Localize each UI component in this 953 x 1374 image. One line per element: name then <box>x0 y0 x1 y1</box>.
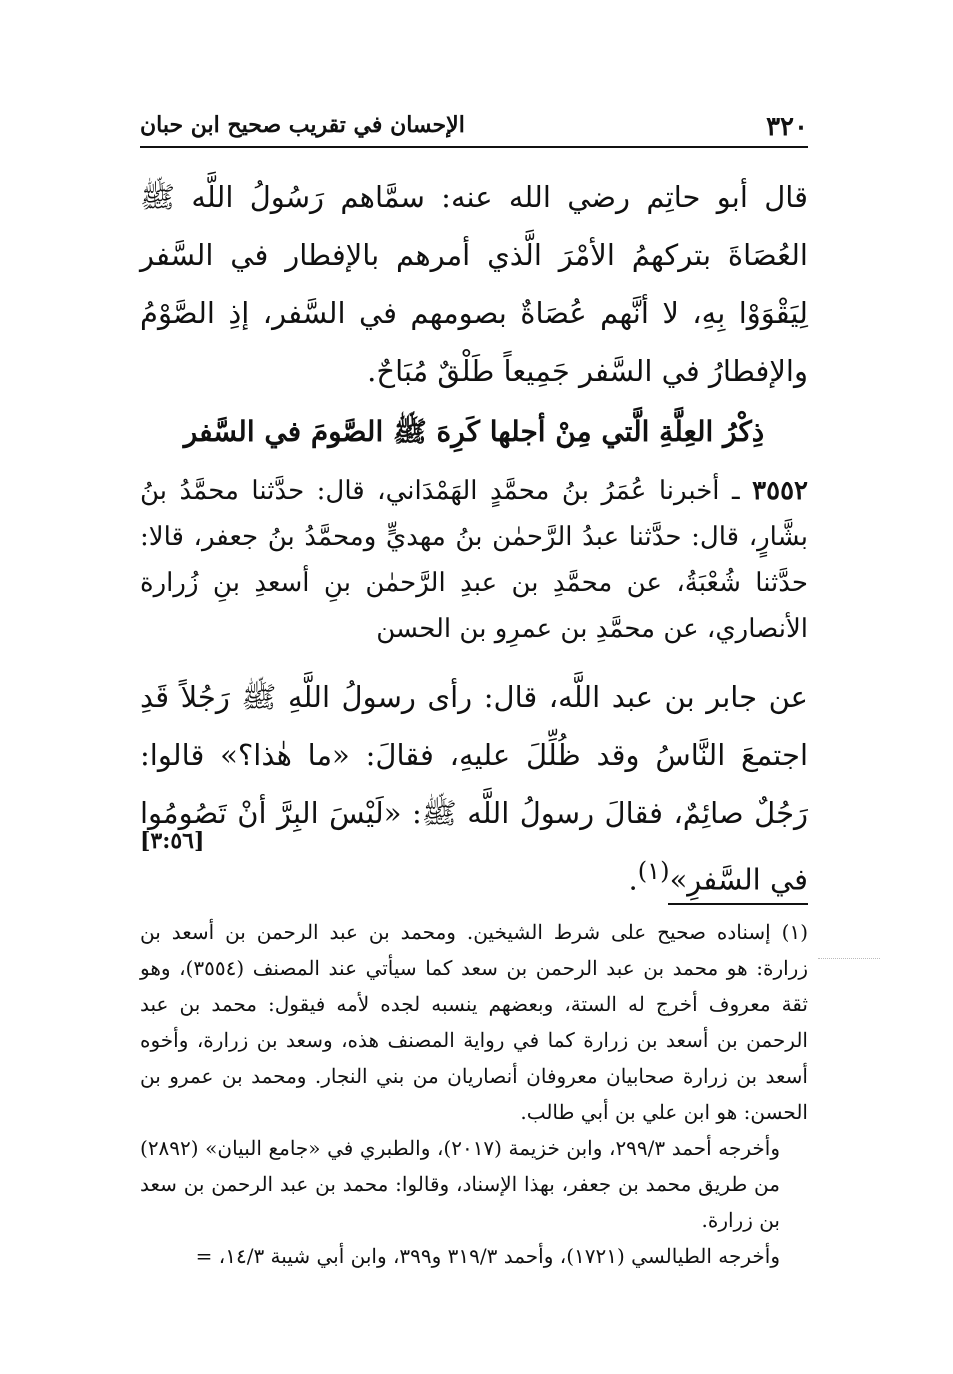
footnote-rule <box>668 903 808 905</box>
footnote-continuation: وأخرجه أحمد ٢٩٩/٣، وابن خزيمة (٢٠١٧)، والطبري في «جامع البيان» (٢٨٩٢) من طريق محمد بن جعفر، بهذا الإسناد، وقالوا: محمد بن عبد الرحمن بن سعد بن زرارة. <box>140 1136 780 1232</box>
page-number: ٣٢٠ <box>766 112 808 142</box>
matn-text: عن جابر بن عبد اللَّه، قال: رأى رسولُ اللَّهِ ﷺ رَجُلاً قَدِ اجتمعَ النَّاسُ وقد ظُلِّلَ عليهِ، فقالَ: «ما هٰذا؟» قالوا: رَجُلٌ صائِمٌ، فقالَ رسولُ اللَّه ﷺ: «لَيْسَ البِرَّ أنْ تَصُومُوا في السَّفرِ» <box>140 680 808 897</box>
section-heading: ذِكْرُ العِلَّةِ الَّتي مِنْ أجلها كَرِهَ ﷺ الصَّومَ في السَّفر <box>183 415 765 448</box>
header-rule <box>140 146 808 148</box>
margin-mark <box>818 958 880 959</box>
running-title: الإحسان في تقريب صحيح ابن حبان <box>140 112 465 138</box>
hadith-reference: [٣:٥٦] <box>140 828 205 854</box>
isnad-text: ـ أخبرنا عُمَرُ بنُ محمَّدٍ الهَمْدَاني، قال: حدَّثنا محمَّدُ بنُ بشَّارٍ، قال: حدَّثنا عبدُ الرَّحمٰن بنُ مهديٍّ ومحمَّدُ بنُ جعفر، قالا: حدَّثنا شُعْبَةُ، عن محمَّدِ بن عبدِ الرَّحمٰن بنِ أسعدِ بنِ زُرارة الأنصاري، عن محمَّدِ بن عمرِو بن الحسن <box>140 476 808 644</box>
page-header <box>140 106 808 146</box>
footnotes <box>140 914 808 1274</box>
hadith-isnad <box>140 468 808 652</box>
footnote-1: (١) إسناده صحيح على شرط الشيخين. ومحمد بن عبد الرحمن بن أسعد بن زرارة: هو محمد بن عبد الرحمن بن سعد كما سيأتي عند المصنف (٣٥٥٤)، وهو ثقة معروف أخرج له الستة، وبعضهم ينسبه لجده لأمه فيقول: محمد بن عبد الرحمن بن أسعد بن زرارة كما في رواية المصنف هذه، وسعد بن زرارة، وأخوه أسعد بن زرارة صحابيان معروفان أنصاريان من بني النجار. ومحمد بن عمرو بن الحسن: هو ابن علي بن أبي طالب. <box>140 920 808 1124</box>
hadith-matn: عن جابر بن عبد اللَّه، قال: رأى رسولُ اللَّهِ ﷺ رَجُلاً قَدِ اجتمعَ النَّاسُ وقد ظُلِّلَ عليهِ، فقالَ: «ما هٰذا؟» قالوا: رَجُلٌ صائِمٌ، فقالَ رسولُ اللَّه ﷺ: «لَيْسَ البِرَّ أنْ تَصُومُوا في السَّفرِ»$^{(١)}$. <box>140 680 808 897</box>
footnote-marker[interactable]: (١) <box>637 857 670 885</box>
hadith-number: ٣٥٥٢ <box>752 476 808 506</box>
commentary-paragraph: قال أبو حاتِم رضي الله عنه: سمَّاهم رَسُولُ اللَّه ﷺ العُصَاةَ بتركهمُ الأمْرَ الَّذي أمرهم بالإفطار في السَّفر لِيَقْوَوْا بِهِ، لا أنَّهم عُصَاةٌ بصومهم في السَّفر، إذِ الصَّوْمُ والإفطارُ في السَّفر جَمِيعاً طَلْقٌ مُبَاحٌ. <box>140 180 808 388</box>
footnote-continuation: وأخرجه الطيالسي (١٧٢١)، وأحمد ٣١٩/٣ و٣٩٩، وابن أبي شيبة ١٤/٣، = <box>195 1244 780 1268</box>
